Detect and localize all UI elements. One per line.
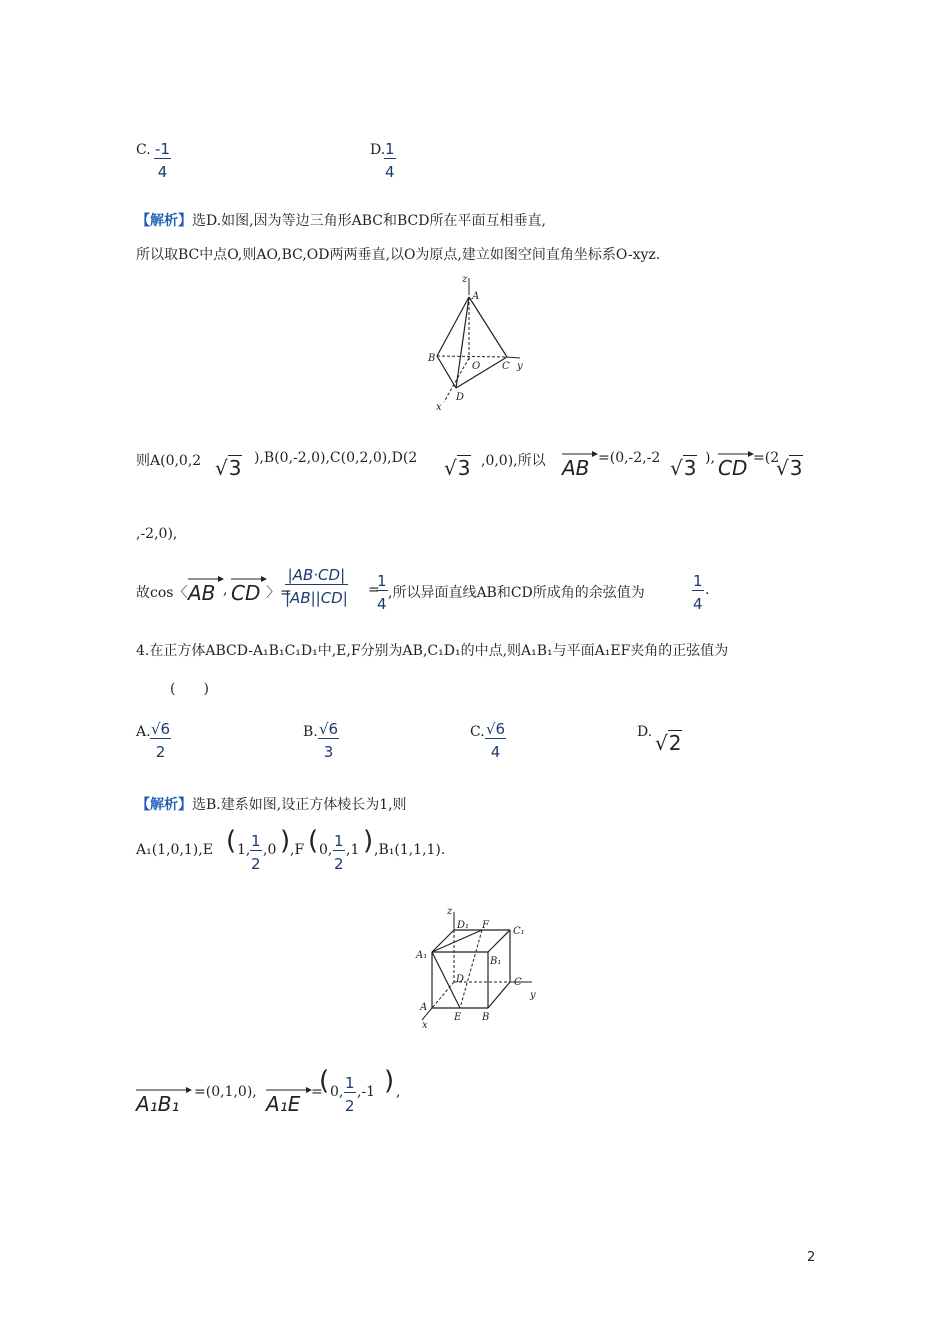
paren-open-e: ( [226, 826, 237, 856]
edge-bd [437, 356, 456, 388]
analysis-tag: 【解析】 [136, 213, 192, 229]
cube-figure [408, 902, 543, 1030]
option-c-denominator: 4 [157, 163, 168, 181]
label-f: F [482, 920, 489, 931]
q4-option-c-fraction: $\frac{√6}{4}$ [486, 720, 506, 761]
cos-end: . [705, 582, 710, 598]
label-a1: A₁ [416, 950, 428, 961]
label-c: C [502, 361, 510, 372]
tetrahedron-figure [420, 272, 535, 414]
option-d-label: D. [370, 142, 386, 158]
analysis-2-text-1: 选B.建系如图,设正方体棱长为1,则 [192, 797, 407, 813]
edge-ad [456, 297, 469, 388]
sqrt-3-b: √3 [444, 456, 471, 480]
point-a1: A₁(1,0,1),E [136, 842, 213, 858]
point-e-post: ,0 [263, 842, 277, 858]
cos-comma: , [223, 582, 228, 598]
coords-part-3: ,0,0),所以 [481, 453, 546, 469]
coords-part-2: ),B(0,-2,0),C(0,2,0),D(2 [254, 450, 418, 466]
label-d: D [456, 392, 465, 403]
coords-continuation: ,-2,0), [136, 526, 178, 542]
cos-close: 〉= [266, 585, 292, 601]
analysis-tag: 【解析】 [136, 797, 192, 813]
label-a: A [472, 291, 480, 302]
vector-a1e-post: ,-1 [357, 1084, 376, 1100]
label-x: x [422, 1020, 428, 1030]
cos-value-denominator: 4 [377, 595, 387, 613]
coords-part-5: ), [705, 450, 715, 466]
label-y: y [517, 361, 523, 372]
paren-open-a1e: ( [319, 1066, 330, 1096]
sqrt-3-c: √3 [670, 456, 697, 480]
q4-option-b-label: B. [303, 724, 318, 740]
option-d-denominator: 4 [385, 163, 395, 181]
vector-a1e-end: , [396, 1084, 401, 1100]
label-b: B [482, 1012, 490, 1023]
analysis-2-line-1 [136, 794, 407, 814]
analysis-1-line-1 [136, 210, 546, 230]
edge-b1c1 [488, 930, 510, 952]
label-o: O [472, 361, 481, 372]
question-4-paren: ( ) [170, 681, 209, 697]
cos-prefix: 故cos〈 [136, 585, 188, 601]
vector-a1e: A₁E [266, 1092, 300, 1116]
label-b1: B₁ [490, 956, 502, 967]
option-c-label: C. [136, 142, 151, 158]
vector-a1e-pre: 0, [330, 1084, 344, 1100]
q4-option-d-sqrt: √2 [655, 731, 682, 755]
point-b1: ,B₁(1,1,1). [374, 842, 446, 858]
label-x: x [436, 402, 442, 413]
q4-option-b-fraction: $\frac{√6}{3}$ [319, 720, 339, 761]
vector-a1b1: A₁B₁ [136, 1092, 179, 1116]
edge-bc [488, 982, 510, 1008]
coords-part-1: 则A(0,0,2 [136, 453, 202, 469]
point-e-pre: 1, [237, 842, 251, 858]
q4-option-a-label: A. [136, 724, 151, 740]
segment-fe [460, 930, 482, 1008]
cos-vector-cd: CD [231, 581, 260, 605]
cos-value-fraction [376, 572, 388, 615]
coords-part-4: =(0,-2,-2 [598, 450, 661, 466]
vector-a1e-eq: = [311, 1084, 323, 1100]
answer-numerator: 1 [693, 572, 703, 590]
label-z: z [462, 274, 468, 285]
vector-cd: CD [718, 456, 747, 480]
segment-a1f [432, 930, 482, 952]
paren-close-e: ) [280, 826, 291, 856]
cos-eq: = [368, 582, 380, 598]
point-f-post: ,1 [346, 842, 360, 858]
q4-option-d-label: D. [637, 724, 653, 740]
question-4-stem: 4.在正方体ABCD-A₁B₁C₁D₁中,E,F分别为AB,C₁D₁的中点,则A₁B₁与平面A₁EF夹角的正弦值为 [136, 643, 729, 659]
answer-denominator: 4 [693, 595, 703, 613]
coords-part-6: =(2 [753, 450, 780, 466]
analysis-1-line-2: 所以取BC中点O,则AO,BC,OD两两垂直,以O为原点,建立如图空间直角坐标系O-xyz. [136, 247, 661, 263]
cos-formula-fraction [285, 566, 348, 609]
cos-vector-ab: AB [188, 581, 215, 605]
point-f-pre: 0, [319, 842, 333, 858]
sqrt-3-d: √3 [776, 456, 803, 480]
point-f-sep: ,F [290, 842, 305, 858]
cos-formula-denominator: |AB||CD| [285, 589, 348, 607]
page-number: 2 [807, 1250, 816, 1265]
point-e-fraction: $\frac{1}{2}$ [251, 832, 261, 873]
q4-option-a-fraction: $\frac{√6}{2}$ [151, 720, 171, 761]
q4-option-c-label: C. [470, 724, 485, 740]
paren-close-f: ) [363, 826, 374, 856]
y-axis [507, 357, 520, 358]
label-c: C [514, 977, 522, 988]
edge-dc [456, 357, 507, 388]
edge-ac [469, 297, 507, 357]
label-y: y [530, 990, 536, 1001]
edge-bc [437, 356, 507, 357]
cos-text: ,所以异面直线AB和CD所成角的余弦值为 [388, 585, 645, 601]
label-b: B [428, 353, 436, 364]
edge-a1d1 [432, 930, 454, 952]
label-d: D [456, 974, 465, 985]
cos-value-numerator: 1 [377, 572, 387, 590]
cos-formula-numerator: |AB·CD| [285, 566, 348, 585]
option-c-numerator: -1 [155, 140, 170, 158]
sqrt-3-a: √3 [215, 456, 242, 480]
option-c-fraction [154, 140, 171, 183]
label-c1: C₁ [513, 926, 525, 937]
paren-close-a1e: ) [384, 1066, 395, 1096]
label-e: E [454, 1012, 462, 1023]
answer-fraction [692, 572, 704, 615]
analysis-1-text-1: 选D.如图,因为等边三角形ABC和BCD所在平面互相垂直, [192, 213, 546, 229]
option-d-fraction [384, 140, 396, 183]
label-z: z [447, 906, 453, 917]
vector-ab: AB [562, 456, 589, 480]
vector-a1e-fraction: $\frac{1}{2}$ [345, 1074, 355, 1115]
label-a: A [420, 1002, 428, 1013]
vector-a1b1-value: =(0,1,0), [194, 1084, 257, 1100]
option-d-numerator: 1 [385, 140, 395, 158]
point-f-fraction: $\frac{1}{2}$ [334, 832, 344, 873]
paren-open-f: ( [308, 826, 319, 856]
edge-da [432, 982, 454, 1008]
label-d1: D₁ [457, 920, 470, 931]
